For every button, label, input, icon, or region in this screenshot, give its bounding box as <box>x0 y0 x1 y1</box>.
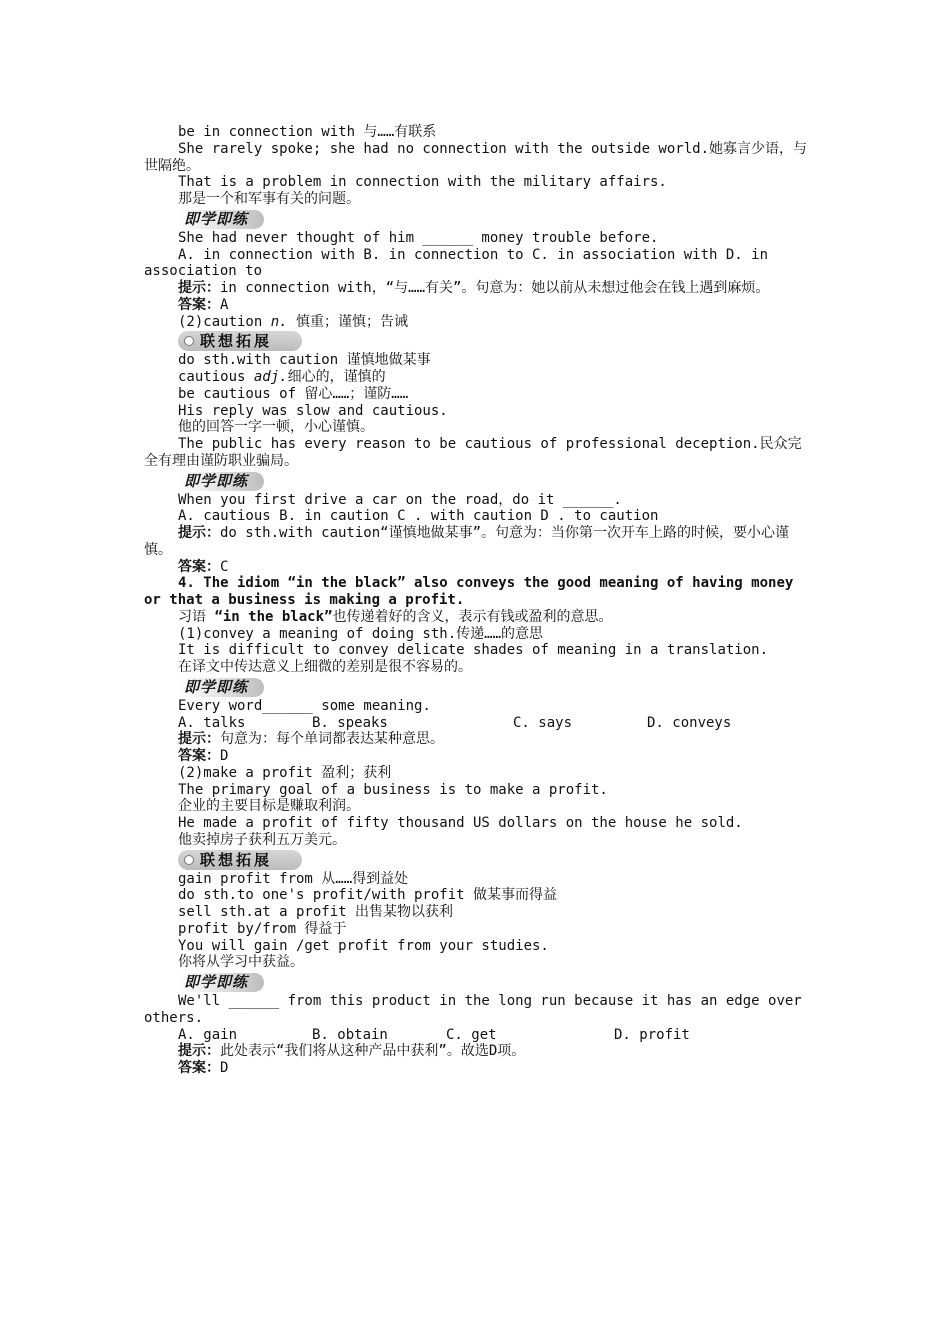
translation: 你将从学习中获益。 <box>178 954 304 971</box>
word: cautious <box>178 369 254 385</box>
expand-badge <box>178 850 302 870</box>
meaning: 细心的，谨慎的 <box>287 369 386 385</box>
option-b: B. speaks <box>312 714 388 731</box>
practice-badge-wrap <box>144 210 808 229</box>
hint-label: 提示： <box>178 1043 220 1060</box>
phrase-line: profit by/from 得益于 <box>178 920 347 937</box>
translation-idiom: “in the black” <box>214 608 333 625</box>
phrase-line: be cautious of 留心……；谨防…… <box>178 385 409 402</box>
hint-label: 提示： <box>178 525 220 541</box>
example-sentence <box>144 436 808 470</box>
hint <box>144 1043 808 1060</box>
translation: 那是一个和军事有关的问题。 <box>178 191 360 207</box>
phrase-line: gain profit from 从……得到益处 <box>178 870 409 887</box>
expand-badge-label: 联想拓展 <box>200 850 273 869</box>
hint-text: 此处表示“我们将从这种产品中获利”。故选D项。 <box>220 1043 526 1060</box>
option-a: A. talks <box>178 714 246 731</box>
bullet-icon <box>184 855 194 865</box>
example-text: The public has every reason to be cautious of professional deception.民众完全有理由谨防职业骗局。 <box>144 436 802 469</box>
options-text: A. in connection with B. in connection to C. in association with D. in association to <box>144 246 769 280</box>
answer <box>144 297 808 314</box>
answer-label: 答案： <box>178 1060 220 1076</box>
question: Every word______ some meaning. <box>178 697 431 714</box>
example-sentence: It is difficult to convey delicate shades of meaning in a translation. <box>178 642 769 659</box>
hint-text: do sth.with caution“谨慎地做某事”。句意为：当你第一次开车上路的时候，要小心谨慎。 <box>144 525 790 558</box>
phrase-line <box>144 314 808 331</box>
answer-value: D <box>220 748 229 764</box>
example-sentence: The primary goal of a business is to make a profit. <box>178 781 608 798</box>
example-sentence: That is a problem in connection with the military affairs. <box>178 174 667 191</box>
options <box>144 508 808 525</box>
hint <box>144 525 808 559</box>
option-d: D. conveys <box>647 714 732 731</box>
meaning: 慎重；谨慎；告诫 <box>287 313 409 330</box>
options <box>144 247 808 281</box>
translation: 他的回答一字一顿，小心谨慎。 <box>178 419 374 436</box>
example-sentence: You will gain /get profit from your studies. <box>178 937 549 954</box>
answer-label: 答案： <box>178 558 220 575</box>
practice-badge: 即学即练 <box>178 678 264 697</box>
bullet-icon <box>184 336 194 346</box>
hint-label: 提示： <box>178 280 220 296</box>
question: When you first drive a car on the road，do it ______. <box>178 491 622 508</box>
translation-part: 也传递着好的含义，表示有钱或盈利的意思。 <box>332 608 613 625</box>
answer <box>144 1060 808 1077</box>
option-a: A. gain <box>178 1026 238 1043</box>
translation: 企业的主要目标是赚取利润。 <box>178 798 360 815</box>
phrase-line: be in connection with 与……有联系 <box>178 124 437 140</box>
expand-badge <box>178 331 302 351</box>
practice-badge: 即学即练 <box>178 973 264 992</box>
phrase-line: sell sth.at a profit 出售某物以获利 <box>178 904 454 920</box>
phrase-line <box>144 369 808 386</box>
option-c: C. get <box>446 1026 497 1043</box>
expand-badge-wrap <box>144 331 808 351</box>
question <box>144 993 808 1027</box>
pos: n. <box>270 313 288 330</box>
option-d: D. profit <box>614 1026 690 1043</box>
phrase-line: (1)convey a meaning of doing sth.传递……的意思 <box>178 625 544 642</box>
expand-badge-wrap <box>144 850 808 870</box>
translation-part: 习语 <box>178 608 215 625</box>
answer-value: A <box>220 296 229 313</box>
hint-label: 提示： <box>178 731 220 748</box>
hint-text: 句意为：每个单词都表达某种意思。 <box>220 731 444 748</box>
pos: adj. <box>253 369 288 385</box>
translation: 他卖掉房子获利五万美元。 <box>178 831 346 848</box>
section-heading-text: 4. The idiom “in the black” also conveys the good meaning of having money or that a business is making a profit. <box>144 575 794 608</box>
option-b: B. obtain <box>312 1026 388 1043</box>
example-text: She rarely spoke; she had no connection with the outside world.她寡言少语，与世隔绝。 <box>144 140 808 174</box>
question-text: We'll ______ from this product in the long run because it has an edge over others. <box>144 993 802 1026</box>
example-sentence: His reply was slow and cautious. <box>178 402 448 419</box>
example-sentence: He made a profit of fifty thousand US dollars on the house he sold. <box>178 815 743 831</box>
hint <box>144 731 808 748</box>
answer-label: 答案： <box>178 296 220 313</box>
section-heading <box>144 575 808 609</box>
answer-label: 答案： <box>178 748 220 764</box>
option-c: C. says <box>513 714 573 731</box>
practice-badge: 即学即练 <box>178 210 264 229</box>
options <box>144 1027 808 1044</box>
translation: 在译文中传达意义上细微的差别是很不容易的。 <box>178 659 472 675</box>
hint-text: in connection with，“与……有关”。句意为：她以前从未想过他会在钱上遇到麻烦。 <box>220 280 770 296</box>
translation <box>144 609 808 626</box>
question: She had never thought of him ______ money trouble before. <box>178 229 659 246</box>
practice-badge: 即学即练 <box>178 472 264 491</box>
hint <box>144 280 808 297</box>
phrase-line: (2)make a profit 盈利；获利 <box>178 764 392 781</box>
phrase-line: do sth.to one's profit/with profit 做某事而得益 <box>178 887 558 904</box>
answer <box>144 748 808 765</box>
answer-value: D <box>220 1060 229 1076</box>
answer <box>144 559 808 576</box>
word: (2)caution <box>178 313 271 330</box>
phrase-line: do sth.with caution 谨慎地做某事 <box>178 352 431 369</box>
document-body <box>144 124 808 1077</box>
options <box>144 715 808 732</box>
options-text: A. cautious B. in caution C . with caution D . to caution <box>178 508 659 525</box>
practice-badge-wrap <box>144 678 808 697</box>
practice-badge-wrap <box>144 472 808 491</box>
practice-badge-wrap <box>144 973 808 992</box>
example-sentence <box>144 141 808 175</box>
answer-value: C <box>220 558 229 575</box>
expand-badge-label: 联想拓展 <box>200 332 273 351</box>
